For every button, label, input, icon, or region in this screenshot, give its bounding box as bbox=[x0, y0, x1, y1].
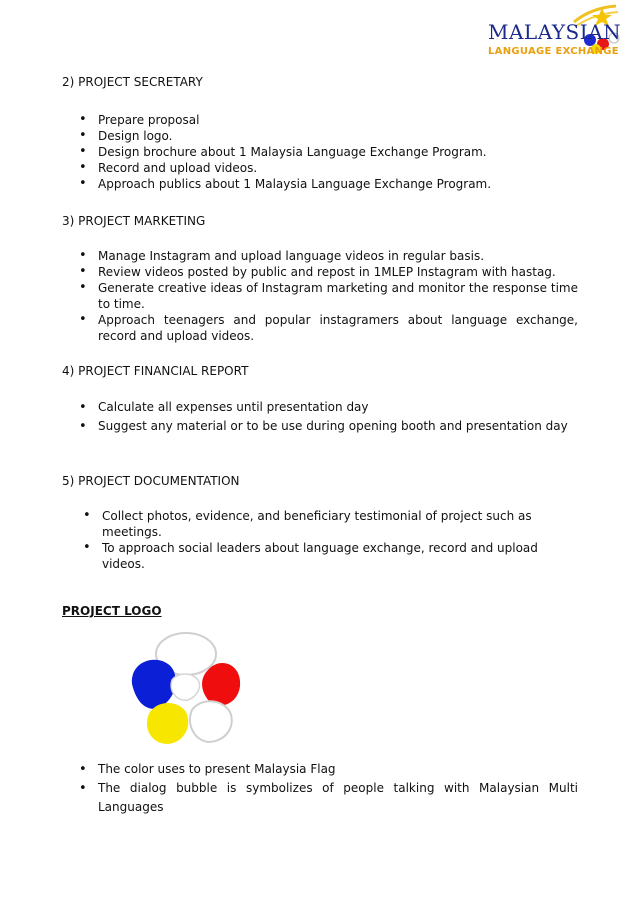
logo-subtitle: LANGUAGE EXCHANGE bbox=[488, 46, 619, 57]
section-secretary-list bbox=[62, 112, 582, 192]
list-item: • Calculate all expenses until presentation day bbox=[62, 398, 578, 417]
list-item: • Prepare proposal bbox=[62, 112, 582, 128]
list-item: • Review videos posted by public and repost in 1MLEP Instagram with hastag. bbox=[62, 264, 578, 280]
list-item: • Design logo. bbox=[62, 128, 582, 144]
section-project-marketing bbox=[62, 213, 562, 230]
header-logo bbox=[476, 2, 626, 62]
section-heading: 2) PROJECT SECRETARY bbox=[62, 75, 203, 89]
section-documentation bbox=[62, 473, 562, 490]
section-marketing-list bbox=[62, 248, 578, 344]
list-item: • The color uses to present Malaysia Flag bbox=[62, 760, 578, 779]
list-item: • Suggest any material or to be use during opening booth and presentation day bbox=[62, 417, 578, 436]
list-item: • Approach publics about 1 Malaysia Language Exchange Program. bbox=[62, 176, 582, 192]
section-financial-report bbox=[62, 363, 562, 380]
section-documentation-list bbox=[62, 508, 578, 572]
list-item: • Record and upload videos. bbox=[62, 160, 582, 176]
section-logo-list bbox=[62, 760, 578, 817]
section-heading: 3) PROJECT MARKETING bbox=[62, 214, 206, 228]
project-logo-bubbles-icon bbox=[128, 630, 244, 748]
section-financial-list bbox=[62, 398, 578, 436]
project-logo-title: PROJECT LOGO bbox=[62, 604, 162, 618]
section-heading: 4) PROJECT FINANCIAL REPORT bbox=[62, 364, 249, 378]
list-item: • Manage Instagram and upload language videos in regular basis. bbox=[62, 248, 578, 264]
list-item: • Collect photos, evidence, and beneficiary testimonial of project such as meetings. bbox=[66, 508, 578, 540]
section-heading: 5) PROJECT DOCUMENTATION bbox=[62, 474, 240, 488]
list-item: • The dialog bubble is symbolizes of people talking with Malaysian Multi Languages bbox=[62, 779, 578, 817]
list-item: • Design brochure about 1 Malaysia Language Exchange Program. bbox=[62, 144, 582, 160]
list-item: • To approach social leaders about language exchange, record and upload videos. bbox=[66, 540, 578, 572]
list-item: • Generate creative ideas of Instagram marketing and monitor the response time to time. bbox=[62, 280, 578, 312]
section-project-secretary bbox=[62, 74, 562, 91]
list-item: • Approach teenagers and popular instagramers about language exchange, record and upload videos. bbox=[62, 312, 578, 344]
logo-title: MALAYSIAN bbox=[488, 20, 622, 44]
